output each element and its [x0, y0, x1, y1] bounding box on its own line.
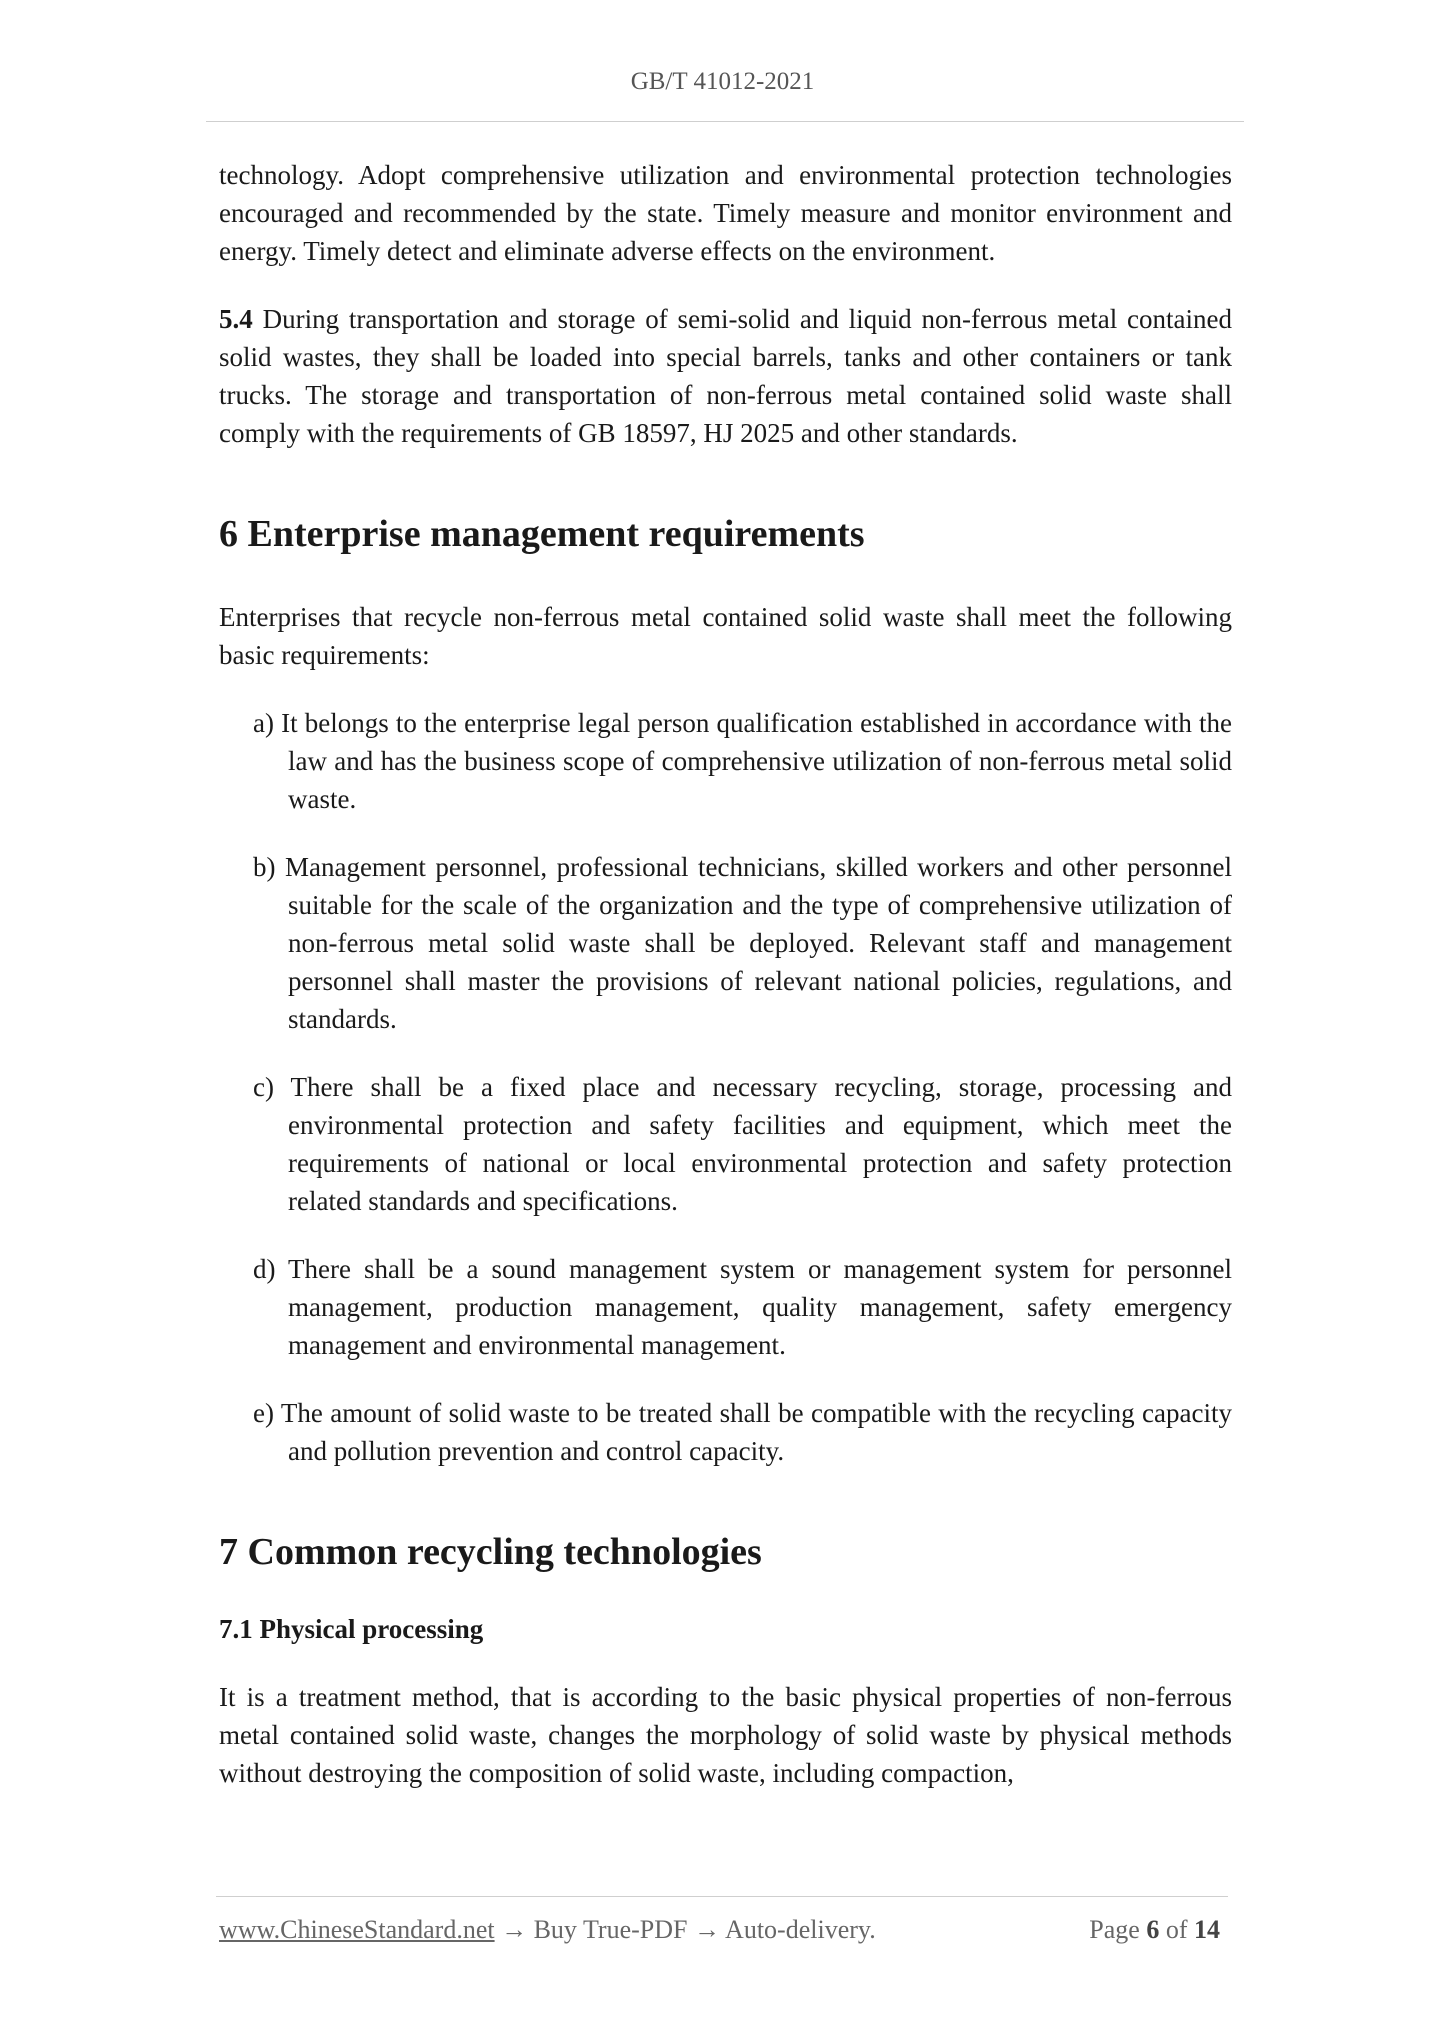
clause-number: 5.4 [219, 304, 253, 334]
page-counter [1089, 1915, 1220, 1945]
subsection-7-1-title: 7.1 Physical processing [219, 1614, 484, 1644]
footer-promo-text: → Buy True-PDF → Auto-delivery. [501, 1915, 876, 1944]
paragraph-continuation: technology. Adopt comprehensive utilization and environmental protection technologies encouraged and recommended by the state. Timely measure and monitor environment and energy. Timely detect and eliminate adverse effects on the environment. [219, 160, 1232, 266]
total-pages: 14 [1194, 1915, 1220, 1944]
page-footer [219, 1915, 1232, 1945]
current-page: 6 [1146, 1915, 1160, 1944]
clause-text: During transportation and storage of semi-solid and liquid non-ferrous metal contained solid wastes, they shall be loaded into special barrels, tanks and other containers or tank trucks. The storage and transportation of non-ferrous metal contained solid waste shall comply with the requirements of GB 18597, HJ 2025 and other standards. [219, 304, 1233, 448]
footer-promo [219, 1915, 876, 1944]
footer-divider [216, 1896, 1228, 1897]
document-body [219, 156, 1232, 1792]
page-label: Page [1089, 1915, 1140, 1944]
list-item: c) There shall be a fixed place and necessary recycling, storage, processing and environmental protection and safety facilities and equipment, which meet the requirements of national or local environmental protection and safety protection related standards and specifications. [253, 1072, 1232, 1216]
section-6-intro: Enterprises that recycle non-ferrous metal contained solid waste shall meet the following basic requirements: [219, 602, 1232, 670]
list-item: d) There shall be a sound management system or management system for personnel management, production management, quality management, safety emergency management and environmental management. [253, 1254, 1232, 1360]
page-header: GB/T 41012-2021 [630, 68, 815, 95]
section-6-title: 6 Enterprise management requirements [219, 513, 865, 555]
header-divider [206, 121, 1244, 122]
of-label: of [1165, 1915, 1188, 1944]
list-item: a) It belongs to the enterprise legal person qualification established in accordance with the law and has the business scope of comprehensive utilization of non-ferrous metal solid waste. [253, 708, 1232, 814]
section-7-title: 7 Common recycling technologies [219, 1531, 762, 1573]
website-link[interactable]: www.ChineseStandard.net [219, 1915, 495, 1944]
subsection-7-1-text: It is a treatment method, that is according to the basic physical properties of non-ferrous metal contained solid waste, changes the morphology of solid waste by physical methods without destroying the composition of solid waste, including compaction, [219, 1682, 1232, 1788]
list-item: b) Management personnel, professional technicians, skilled workers and other personnel suitable for the scale of the organization and the type of comprehensive utilization of non-ferrous metal solid waste shall be deployed. Relevant staff and management personnel shall master the provisions of relevant national policies, regulations, and standards. [253, 852, 1232, 1034]
list-item: e) The amount of solid waste to be treated shall be compatible with the recycling capacity and pollution prevention and control capacity. [253, 1398, 1232, 1466]
clause-5-4 [219, 300, 1232, 452]
